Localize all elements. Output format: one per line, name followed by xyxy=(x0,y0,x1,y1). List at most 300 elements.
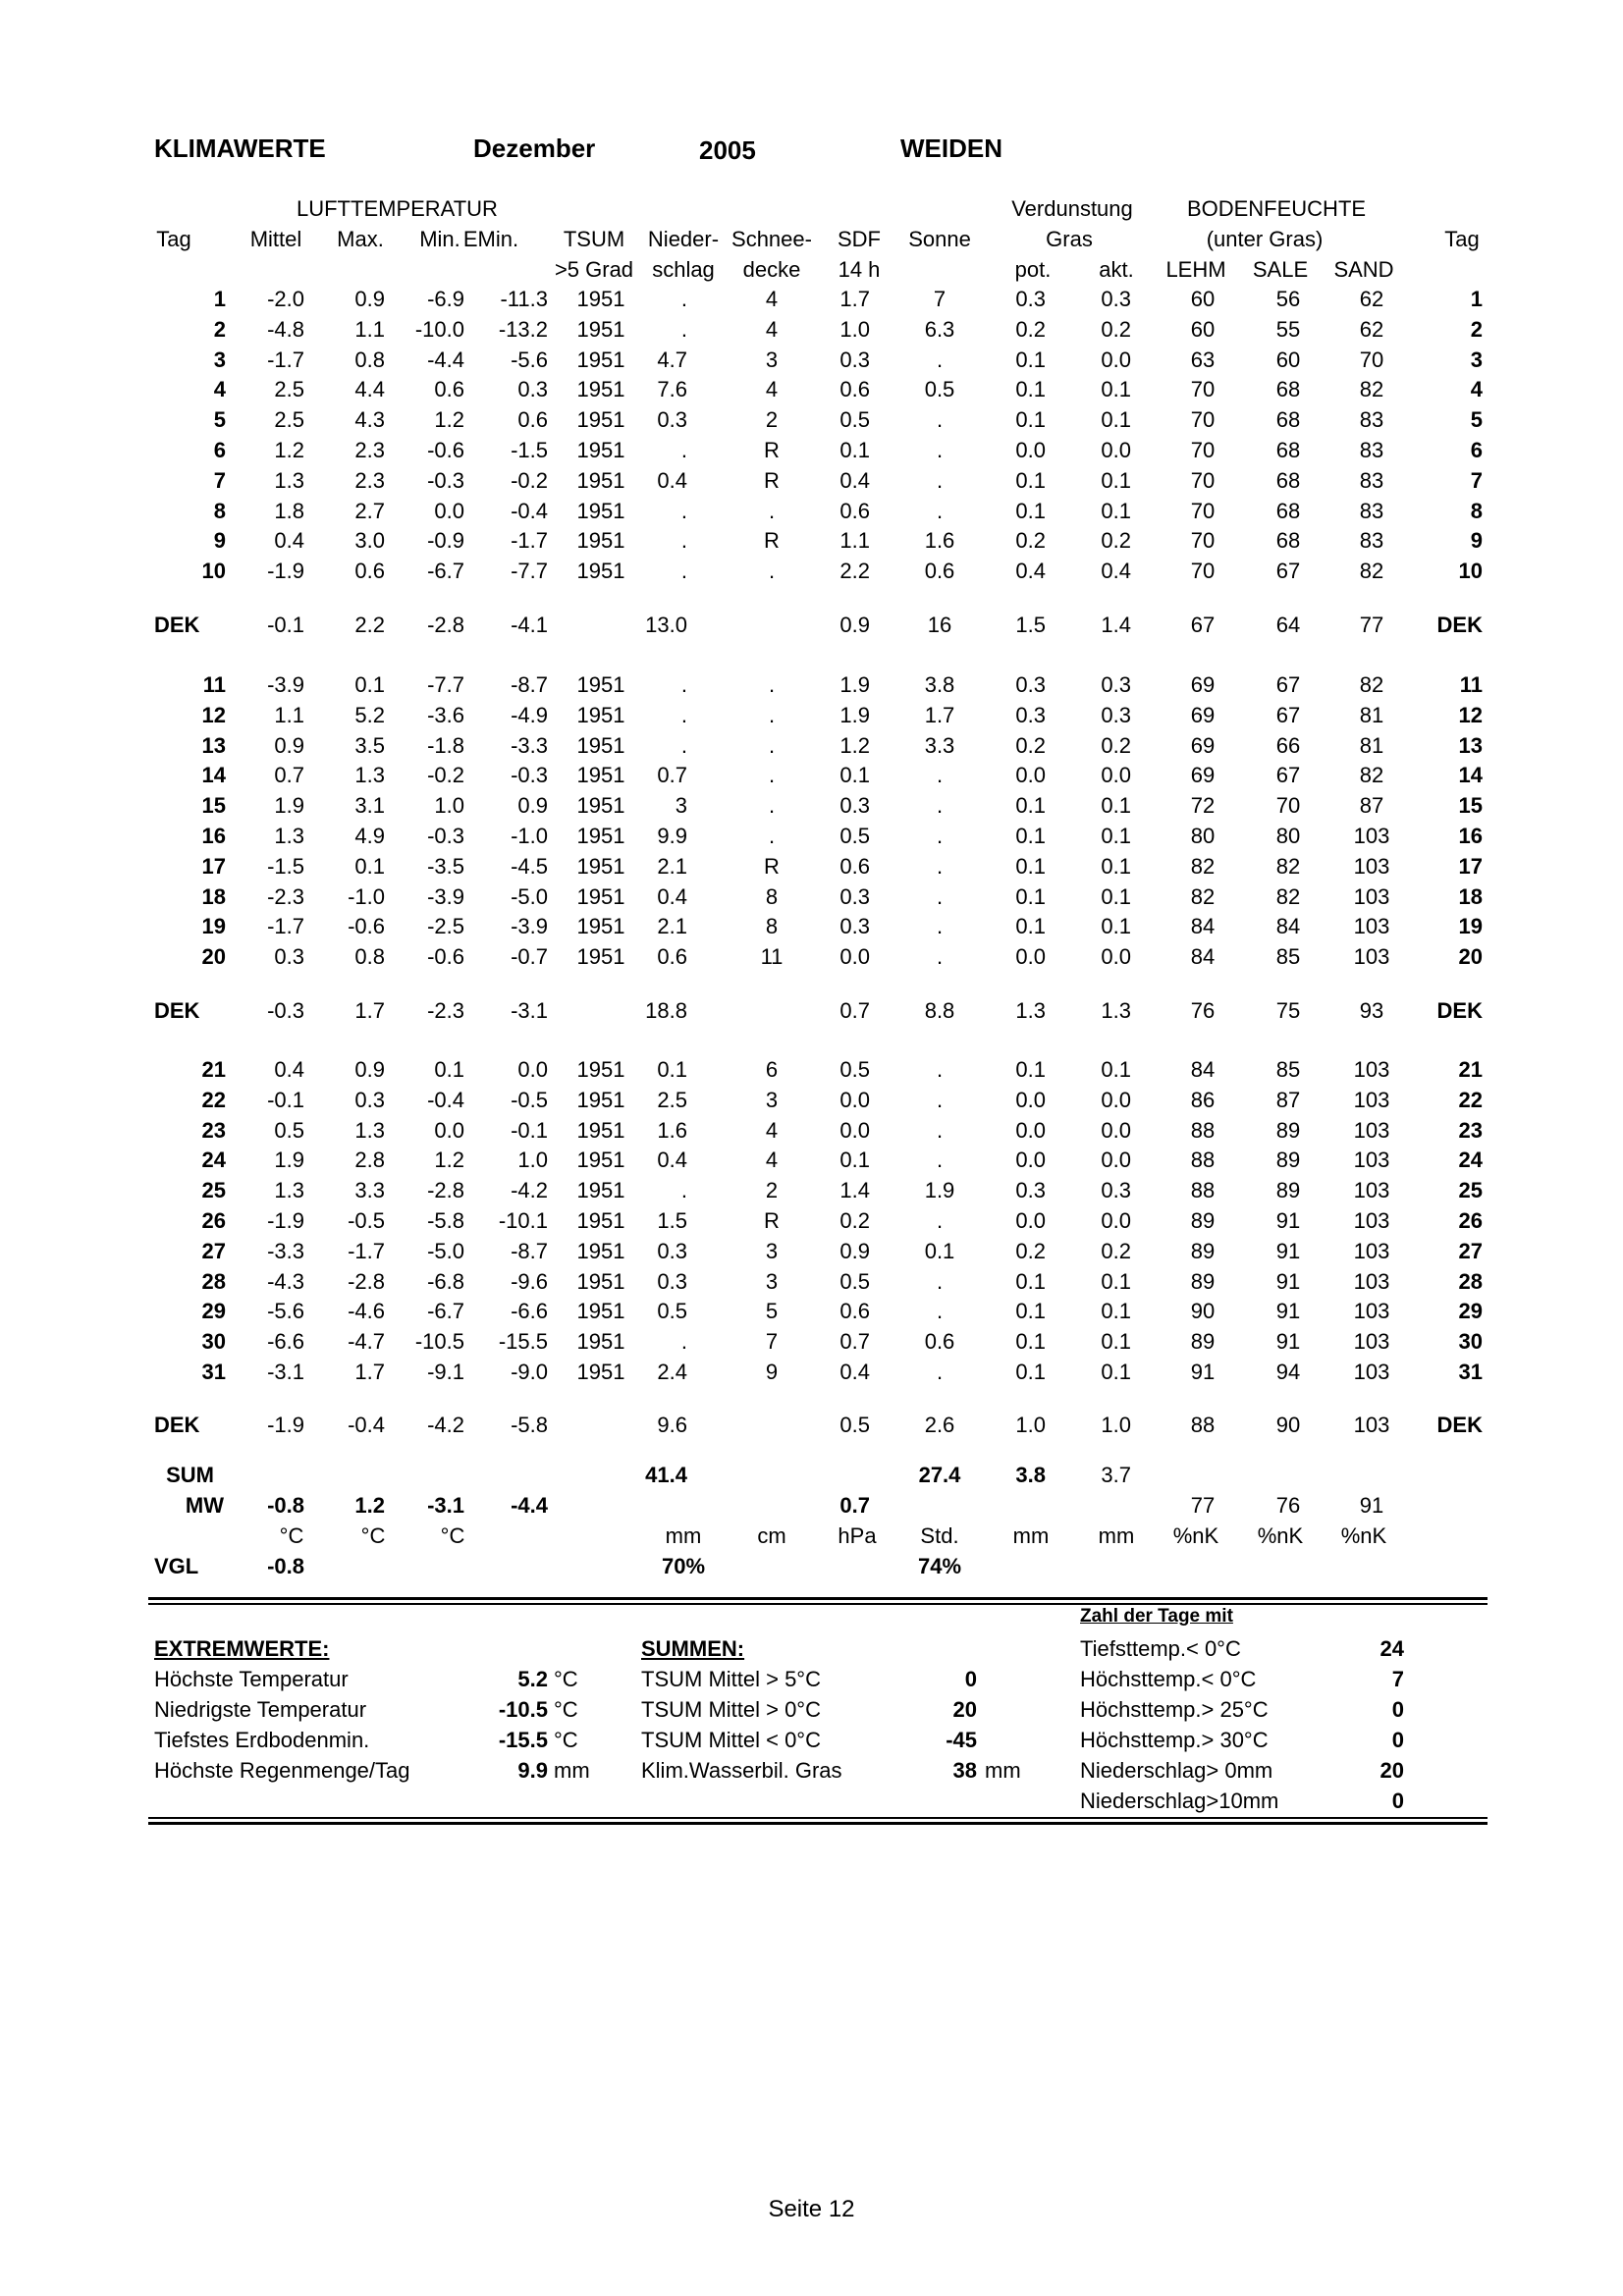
header-col: Tag xyxy=(156,227,191,251)
table-cell: 103 xyxy=(1353,883,1390,909)
table-cell: 70 xyxy=(1190,407,1216,433)
table-cell: 82 xyxy=(1359,672,1384,697)
table-cell: 68 xyxy=(1275,377,1301,402)
table-cell: 0.0 xyxy=(839,1087,870,1112)
table-cell: 1951 xyxy=(576,763,625,788)
table-cell: 9.9 xyxy=(657,824,687,848)
table-cell: 0.1 xyxy=(1101,498,1131,523)
table-cell: 7 xyxy=(765,1329,779,1355)
table-cell: -9.1 xyxy=(427,1360,464,1384)
unit-label: Std. xyxy=(920,1523,959,1548)
table-cell: -0.7 xyxy=(511,944,548,970)
table-cell: 0.7 xyxy=(839,1329,870,1355)
table-cell: 70 xyxy=(1275,793,1301,819)
dek-cell: 0.5 xyxy=(839,1413,870,1437)
table-cell: 1951 xyxy=(576,1268,625,1294)
table-cell: 0.1 xyxy=(839,1148,870,1173)
table-cell: . xyxy=(680,732,687,758)
table-cell: -10.0 xyxy=(414,316,464,342)
dek-cell: 2.2 xyxy=(354,613,385,637)
table-cell: 69 xyxy=(1190,702,1216,727)
table-cell: -6.6 xyxy=(511,1299,548,1324)
table-cell: 84 xyxy=(1190,1057,1216,1082)
table-cell: 10 xyxy=(1458,559,1483,584)
table-cell: 3.5 xyxy=(354,732,385,758)
table-cell: . xyxy=(936,467,944,493)
table-cell: -2.3 xyxy=(267,883,304,909)
table-cell: 7 xyxy=(933,287,947,311)
vgl-mittel: -0.8 xyxy=(267,1554,304,1578)
header-col: Max. xyxy=(337,227,384,251)
table-cell: 1951 xyxy=(576,1057,625,1082)
table-cell: 1.3 xyxy=(274,1178,304,1203)
mw-max: 1.2 xyxy=(354,1493,385,1518)
table-cell: 0.1 xyxy=(1015,407,1046,433)
table-cell: 0.3 xyxy=(657,1238,687,1263)
zahl-der-tage-value: 20 xyxy=(1380,1758,1404,1783)
table-cell: 4 xyxy=(765,316,779,342)
table-cell: 1951 xyxy=(576,438,625,462)
table-cell: 0.6 xyxy=(354,559,385,584)
table-cell: . xyxy=(936,1208,944,1233)
table-cell: -10.5 xyxy=(414,1329,464,1355)
table-cell: 1951 xyxy=(576,347,625,372)
table-cell: . xyxy=(768,793,776,819)
table-cell: . xyxy=(936,793,944,819)
table-cell: 5 xyxy=(765,1299,779,1324)
table-cell: 3 xyxy=(765,1268,779,1294)
table-cell: 4 xyxy=(213,377,226,402)
summen-unit: mm xyxy=(985,1758,1021,1783)
table-cell: 0.1 xyxy=(1015,347,1046,372)
divider-bottom xyxy=(148,1822,1488,1825)
table-cell: R xyxy=(764,467,780,493)
dek-cell: 1.0 xyxy=(1015,1413,1046,1437)
table-cell: 6 xyxy=(213,438,226,462)
table-cell: 4.9 xyxy=(354,824,385,848)
table-cell: . xyxy=(936,438,944,462)
unit-label: °C xyxy=(440,1523,465,1548)
table-cell: 0.0 xyxy=(1101,1087,1131,1112)
table-cell: -1.8 xyxy=(427,732,464,758)
dek-cell: 1.3 xyxy=(1015,998,1046,1023)
table-cell: 3.1 xyxy=(354,793,385,819)
table-cell: 0.1 xyxy=(1015,1360,1046,1384)
table-cell: -1.5 xyxy=(511,438,548,462)
dek-cell: 2.6 xyxy=(924,1413,955,1437)
table-cell: 0.9 xyxy=(354,1057,385,1082)
doc-year: 2005 xyxy=(699,135,756,165)
table-cell: . xyxy=(680,287,687,311)
table-cell: 3 xyxy=(1470,347,1483,372)
table-cell: 24 xyxy=(201,1148,226,1173)
table-cell: 80 xyxy=(1275,824,1301,848)
table-cell: . xyxy=(936,914,944,939)
table-cell: 1951 xyxy=(576,1117,625,1143)
table-cell: 0.1 xyxy=(354,672,385,697)
table-cell: -4.9 xyxy=(511,702,548,727)
table-cell: 62 xyxy=(1359,316,1384,342)
table-cell: 70 xyxy=(1190,377,1216,402)
table-cell: 16 xyxy=(1458,824,1483,848)
table-cell: 3 xyxy=(765,1238,779,1263)
table-cell: 0.1 xyxy=(1015,1299,1046,1324)
table-cell: R xyxy=(764,438,780,462)
table-cell: 0.4 xyxy=(839,1360,870,1384)
table-cell: 0.0 xyxy=(1101,1117,1131,1143)
header-col: Schnee- xyxy=(731,227,812,251)
table-cell: 25 xyxy=(1458,1178,1483,1203)
table-cell: 70 xyxy=(1190,438,1216,462)
header-col: Sonne xyxy=(908,227,971,251)
table-cell: 11 xyxy=(760,944,784,970)
dek-cell: 1.4 xyxy=(1101,613,1131,637)
table-cell: 0.1 xyxy=(1015,824,1046,848)
table-cell: -4.7 xyxy=(348,1329,385,1355)
table-cell: 0.2 xyxy=(1015,316,1046,342)
table-cell: 0.3 xyxy=(1101,672,1131,697)
unit-label: hPa xyxy=(838,1523,877,1548)
table-cell: 8 xyxy=(213,498,226,523)
table-cell: 70 xyxy=(1190,467,1216,493)
header-col: Mittel xyxy=(249,227,302,251)
table-cell: 0.0 xyxy=(839,944,870,970)
header-subcol: decke xyxy=(742,257,801,282)
table-cell: -4.2 xyxy=(511,1178,548,1203)
summen-value: -45 xyxy=(946,1728,977,1752)
table-cell: 0.1 xyxy=(1015,793,1046,819)
table-cell: 0.1 xyxy=(354,853,385,879)
table-cell: 0.0 xyxy=(1015,1208,1046,1233)
table-cell: 18 xyxy=(1458,883,1483,909)
table-cell: 0.9 xyxy=(354,287,385,311)
table-cell: -8.7 xyxy=(511,1238,548,1263)
header-col: EMin. xyxy=(462,227,519,251)
table-cell: 83 xyxy=(1359,528,1384,554)
table-cell: -6.8 xyxy=(427,1268,464,1294)
table-cell: 31 xyxy=(201,1360,226,1384)
table-cell: 60 xyxy=(1275,347,1301,372)
table-cell: 70 xyxy=(1190,498,1216,523)
table-cell: 1.0 xyxy=(434,793,464,819)
extremwerte-unit: mm xyxy=(554,1758,590,1783)
table-cell: 1951 xyxy=(576,316,625,342)
table-cell: -4.4 xyxy=(427,347,464,372)
table-cell: 9 xyxy=(213,528,226,554)
table-cell: 1.3 xyxy=(354,763,385,788)
unit-label: mm xyxy=(1012,1523,1050,1548)
table-cell: 1.6 xyxy=(657,1117,687,1143)
zahl-der-tage-value: 0 xyxy=(1391,1728,1404,1752)
table-cell: 13 xyxy=(201,732,226,758)
table-cell: -6.6 xyxy=(267,1329,304,1355)
table-cell: -1.7 xyxy=(267,347,304,372)
table-cell: 0.0 xyxy=(517,1057,548,1082)
table-cell: 0.2 xyxy=(1015,1238,1046,1263)
table-cell: 2.8 xyxy=(354,1148,385,1173)
table-cell: 55 xyxy=(1275,316,1301,342)
dek-cell: -2.3 xyxy=(427,998,464,1023)
table-cell: -0.9 xyxy=(427,528,464,554)
extremwerte-heading: EXTREMWERTE: xyxy=(154,1636,330,1661)
unit-label: cm xyxy=(757,1523,786,1548)
table-cell: 15 xyxy=(201,793,226,819)
extremwerte-label: Höchste Regenmenge/Tag xyxy=(154,1758,410,1783)
table-cell: 2.5 xyxy=(657,1087,687,1112)
table-cell: 82 xyxy=(1190,853,1216,879)
table-cell: 68 xyxy=(1275,498,1301,523)
zahl-der-tage-value: 7 xyxy=(1391,1667,1404,1691)
sum-sonne: 27.4 xyxy=(918,1463,961,1487)
table-cell: 6 xyxy=(1470,438,1483,462)
table-cell: -0.1 xyxy=(267,1087,304,1112)
table-cell: 30 xyxy=(201,1329,226,1355)
table-cell: 5 xyxy=(213,407,226,433)
table-cell: -3.5 xyxy=(427,853,464,879)
table-cell: 1951 xyxy=(576,853,625,879)
header-subcol: >5 Grad xyxy=(554,257,634,282)
table-cell: 0.4 xyxy=(274,528,304,554)
table-cell: 88 xyxy=(1190,1148,1216,1173)
table-cell: -2.5 xyxy=(427,914,464,939)
summen-heading: SUMMEN: xyxy=(641,1636,745,1661)
table-cell: 0.0 xyxy=(839,1117,870,1143)
table-cell: 28 xyxy=(1458,1268,1483,1294)
table-cell: 103 xyxy=(1353,1268,1390,1294)
table-cell: 0.6 xyxy=(657,944,687,970)
table-cell: . xyxy=(680,528,687,554)
zahl-der-tage-label: Höchsttemp.> 30°C xyxy=(1080,1728,1269,1752)
dek-cell: -4.1 xyxy=(511,613,548,637)
dek-cell: -2.8 xyxy=(427,613,464,637)
unit-label: °C xyxy=(279,1523,304,1548)
table-cell: 22 xyxy=(201,1087,226,1112)
table-cell: . xyxy=(680,559,687,584)
zahl-der-tage-label: Höchsttemp.> 25°C xyxy=(1080,1697,1269,1722)
header-col: (unter Gras) xyxy=(1206,227,1324,251)
dek-cell: 76 xyxy=(1190,998,1216,1023)
zahl-der-tage-label: Niederschlag> 0mm xyxy=(1080,1758,1273,1783)
table-cell: 0.1 xyxy=(657,1057,687,1082)
table-cell: 81 xyxy=(1359,702,1384,727)
table-cell: 1951 xyxy=(576,702,625,727)
table-cell: -0.6 xyxy=(427,944,464,970)
table-cell: 4.7 xyxy=(657,347,687,372)
header-verdunstung: Verdunstung xyxy=(1011,196,1133,221)
table-cell: 103 xyxy=(1353,1087,1390,1112)
dek-cell: 8.8 xyxy=(924,998,955,1023)
table-cell: 0.1 xyxy=(1101,407,1131,433)
table-cell: 14 xyxy=(1458,763,1483,788)
table-cell: 1951 xyxy=(576,377,625,402)
zahl-der-tage-value: 0 xyxy=(1391,1789,1404,1813)
table-cell: 89 xyxy=(1190,1238,1216,1263)
header-col: SDF xyxy=(838,227,881,251)
table-cell: 21 xyxy=(201,1057,226,1082)
table-cell: 67 xyxy=(1275,672,1301,697)
table-cell: -7.7 xyxy=(511,559,548,584)
unit-label: %nK xyxy=(1257,1523,1304,1548)
table-cell: 0.3 xyxy=(839,914,870,939)
table-cell: 1.1 xyxy=(354,316,385,342)
table-cell: 1 xyxy=(1470,287,1483,311)
table-cell: 84 xyxy=(1190,914,1216,939)
table-cell: 1.7 xyxy=(924,702,955,727)
zahl-der-tage-label: Niederschlag>10mm xyxy=(1080,1789,1279,1813)
table-cell: -6.7 xyxy=(427,559,464,584)
table-cell: 27 xyxy=(201,1238,226,1263)
table-cell: 0.1 xyxy=(1015,853,1046,879)
table-cell: 0.9 xyxy=(839,1238,870,1263)
dek-cell: 1.0 xyxy=(1101,1413,1131,1437)
table-cell: 20 xyxy=(1458,944,1483,970)
table-cell: 0.3 xyxy=(1101,287,1131,311)
header-subcol: LEHM xyxy=(1165,257,1226,282)
header-bodenfeuchte: BODENFEUCHTE xyxy=(1186,196,1367,221)
table-cell: 25 xyxy=(201,1178,226,1203)
table-cell: . xyxy=(936,883,944,909)
table-cell: . xyxy=(936,853,944,879)
table-cell: -4.8 xyxy=(267,316,304,342)
table-cell: 70 xyxy=(1190,528,1216,554)
table-cell: 81 xyxy=(1359,732,1384,758)
dek-cell: 18.8 xyxy=(645,998,687,1023)
table-cell: 1951 xyxy=(576,914,625,939)
table-cell: 1.9 xyxy=(924,1178,955,1203)
table-cell: 0.1 xyxy=(1101,914,1131,939)
table-cell: 103 xyxy=(1353,1360,1390,1384)
table-cell: 80 xyxy=(1190,824,1216,848)
dek-cell: DEK xyxy=(1436,613,1483,637)
table-cell: -3.3 xyxy=(267,1238,304,1263)
table-cell: 1.1 xyxy=(274,702,304,727)
table-cell: 2.2 xyxy=(839,559,870,584)
table-cell: 89 xyxy=(1275,1148,1301,1173)
table-cell: 0.0 xyxy=(1101,1208,1131,1233)
extremwerte-value: -10.5 xyxy=(498,1697,548,1722)
header-subcol: SAND xyxy=(1333,257,1394,282)
table-cell: 72 xyxy=(1190,793,1216,819)
table-cell: 12 xyxy=(1458,702,1483,727)
header-lufttemperatur: LUFTTEMPERATUR xyxy=(297,196,498,221)
doc-station: WEIDEN xyxy=(900,133,1002,163)
header-subcol: 14 h xyxy=(838,257,881,282)
table-cell: . xyxy=(680,438,687,462)
header-col: Min. xyxy=(419,227,460,251)
table-cell: 0.6 xyxy=(517,407,548,433)
dek-cell: 103 xyxy=(1353,1413,1390,1437)
doc-label: KLIMAWERTE xyxy=(154,133,326,163)
table-cell: 86 xyxy=(1190,1087,1216,1112)
table-cell: -0.4 xyxy=(427,1087,464,1112)
table-cell: -6.9 xyxy=(427,287,464,311)
table-cell: 3.0 xyxy=(354,528,385,554)
dek-cell: 90 xyxy=(1275,1413,1301,1437)
table-cell: 0.1 xyxy=(434,1057,464,1082)
dek-cell: -1.9 xyxy=(267,1413,304,1437)
table-cell: . xyxy=(936,1360,944,1384)
extremwerte-label: Tiefstes Erdbodenmin. xyxy=(154,1728,370,1752)
mw-sdf: 0.7 xyxy=(839,1493,870,1518)
table-cell: 0.9 xyxy=(517,793,548,819)
table-cell: 13 xyxy=(1458,732,1483,758)
table-cell: 29 xyxy=(201,1299,226,1324)
table-cell: 0.3 xyxy=(1015,1178,1046,1203)
unit-label: %nK xyxy=(1172,1523,1219,1548)
table-cell: -0.6 xyxy=(427,438,464,462)
table-cell: . xyxy=(680,1329,687,1355)
extremwerte-label: Höchste Temperatur xyxy=(154,1667,349,1691)
table-cell: 9 xyxy=(765,1360,779,1384)
extremwerte-value: 5.2 xyxy=(517,1667,548,1691)
table-cell: 0.8 xyxy=(354,347,385,372)
table-cell: 0.6 xyxy=(839,853,870,879)
dek-cell: 64 xyxy=(1275,613,1301,637)
table-cell: . xyxy=(936,763,944,788)
table-cell: 0.1 xyxy=(1101,824,1131,848)
table-cell: 28 xyxy=(201,1268,226,1294)
zahl-der-tage-label: Höchsttemp.< 0°C xyxy=(1080,1667,1257,1691)
table-cell: 14 xyxy=(201,763,226,788)
table-cell: 7.6 xyxy=(657,377,687,402)
table-cell: 19 xyxy=(201,914,226,939)
divider-top xyxy=(148,1597,1488,1600)
table-cell: 1951 xyxy=(576,559,625,584)
table-cell: 0.3 xyxy=(1015,672,1046,697)
table-cell: -6.7 xyxy=(427,1299,464,1324)
table-cell: -9.0 xyxy=(511,1360,548,1384)
table-cell: -3.9 xyxy=(511,914,548,939)
table-cell: 1.8 xyxy=(274,498,304,523)
table-cell: 0.0 xyxy=(1015,763,1046,788)
table-cell: 8 xyxy=(765,914,779,939)
table-cell: 0.1 xyxy=(1101,853,1131,879)
table-cell: 0.0 xyxy=(1101,944,1131,970)
table-cell: . xyxy=(936,944,944,970)
vgl-label: VGL xyxy=(154,1554,199,1578)
table-cell: 0.1 xyxy=(1101,1268,1131,1294)
table-cell: 0.2 xyxy=(1101,1238,1131,1263)
table-cell: . xyxy=(680,702,687,727)
table-cell: . xyxy=(768,559,776,584)
table-cell: 0.3 xyxy=(1101,702,1131,727)
table-cell: 91 xyxy=(1275,1329,1301,1355)
table-cell: -0.2 xyxy=(511,467,548,493)
zahl-der-tage-label: Tiefsttemp.< 0°C xyxy=(1080,1636,1241,1661)
table-cell: -3.9 xyxy=(267,672,304,697)
table-cell: 0.1 xyxy=(1015,914,1046,939)
table-cell: R xyxy=(764,853,780,879)
table-cell: 70 xyxy=(1359,347,1384,372)
table-cell: 0.1 xyxy=(1015,498,1046,523)
table-cell: 69 xyxy=(1190,672,1216,697)
table-cell: 68 xyxy=(1275,528,1301,554)
summen-label: Klim.Wasserbil. Gras xyxy=(641,1758,842,1783)
table-cell: 103 xyxy=(1353,944,1390,970)
table-cell: 4 xyxy=(765,377,779,402)
table-cell: 1.9 xyxy=(839,672,870,697)
table-cell: 103 xyxy=(1353,1329,1390,1355)
table-cell: 4 xyxy=(765,1148,779,1173)
header-col: Gras xyxy=(1046,227,1093,251)
table-cell: 56 xyxy=(1275,287,1301,311)
table-cell: 0.3 xyxy=(1101,1178,1131,1203)
table-cell: 29 xyxy=(1458,1299,1483,1324)
table-cell: 1951 xyxy=(576,467,625,493)
table-cell: 8 xyxy=(1470,498,1483,523)
table-cell: 0.1 xyxy=(1101,1360,1131,1384)
table-cell: 1.2 xyxy=(839,732,870,758)
